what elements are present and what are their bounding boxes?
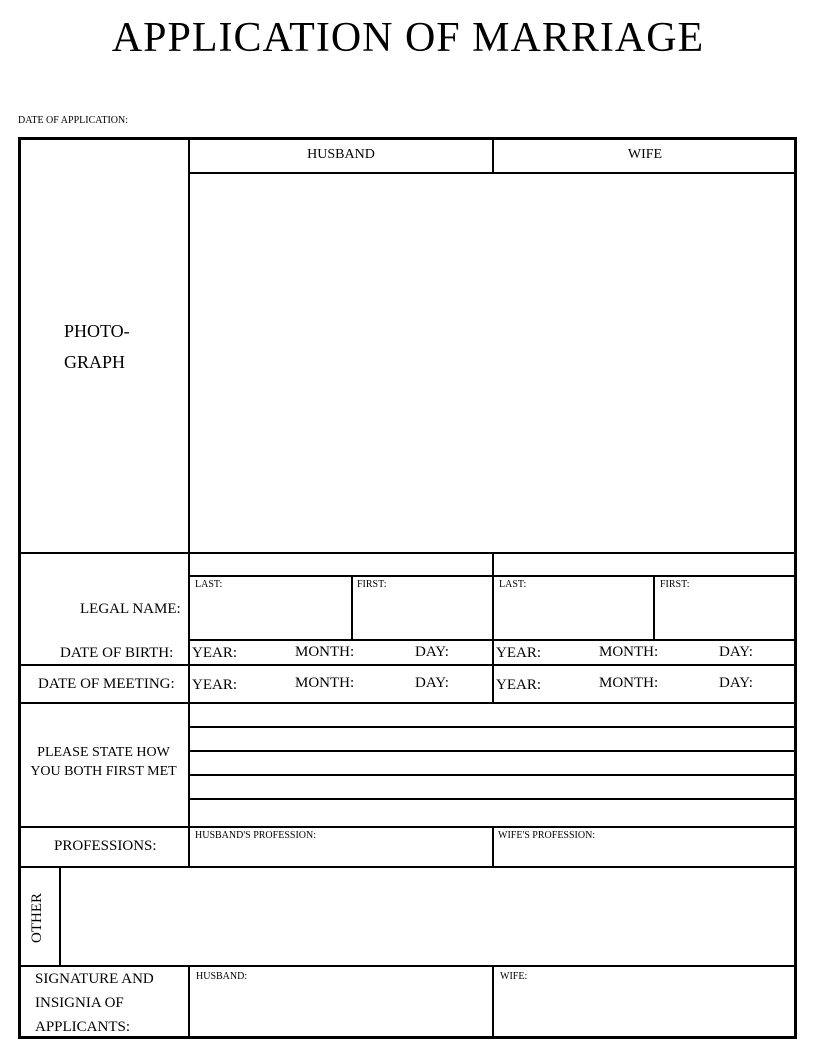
how-met-field[interactable] xyxy=(190,704,796,826)
husband-birth-day-label: DAY: xyxy=(415,644,449,660)
signature-label-line3: APPLICANTS: xyxy=(35,1019,131,1035)
how-met-label-line2: YOU BOTH FIRST MET xyxy=(30,764,177,779)
form-title: APPLICATION OF MARRIAGE xyxy=(111,15,705,61)
husband-column-header: HUSBAND xyxy=(307,147,375,162)
legal-name-label: LEGAL NAME: xyxy=(80,601,181,617)
husband-signature-field[interactable] xyxy=(190,967,491,1037)
husband-meeting-day-label: DAY: xyxy=(415,675,449,691)
husband-profession-field[interactable] xyxy=(190,828,491,866)
husband-signature-tag: HUSBAND: xyxy=(196,971,248,982)
husband-meeting-year-label: YEAR: xyxy=(192,677,237,693)
wife-meeting-day-label: DAY: xyxy=(719,675,753,691)
date-of-birth-label: DATE OF BIRTH: xyxy=(60,645,174,661)
other-field[interactable] xyxy=(61,868,795,965)
husband-last-name-field[interactable] xyxy=(190,576,350,639)
husband-first-name-tag: FIRST: xyxy=(357,579,387,590)
other-label: OTHER xyxy=(29,893,45,943)
husband-first-name-field[interactable] xyxy=(353,576,491,639)
wife-first-name-field[interactable] xyxy=(655,576,795,639)
wife-first-name-tag: FIRST: xyxy=(660,579,690,590)
how-met-label-line1: PLEASE STATE HOW xyxy=(37,745,170,760)
wife-birth-day-label: DAY: xyxy=(719,644,753,660)
photograph-area[interactable] xyxy=(190,174,796,552)
husband-profession-tag: HUSBAND'S PROFESSION: xyxy=(195,830,317,841)
signature-label-line2: INSIGNIA OF xyxy=(35,995,124,1011)
husband-last-name-tag: LAST: xyxy=(195,579,223,590)
wife-meeting-month-label: MONTH: xyxy=(599,675,659,691)
husband-meeting-month-label: MONTH: xyxy=(295,675,355,691)
professions-label: PROFESSIONS: xyxy=(54,838,157,854)
wife-meeting-year-label: YEAR: xyxy=(496,677,541,693)
wife-last-name-tag: LAST: xyxy=(499,579,527,590)
wife-signature-field[interactable] xyxy=(494,967,795,1037)
wife-birth-year-label: YEAR: xyxy=(496,645,541,661)
photograph-label-line1: PHOTO- xyxy=(64,321,130,341)
date-of-meeting-label: DATE OF MEETING: xyxy=(38,676,175,692)
wife-profession-tag: WIFE'S PROFESSION: xyxy=(498,830,596,841)
divider xyxy=(19,664,796,666)
husband-birth-year-label: YEAR: xyxy=(192,645,237,661)
wife-signature-tag: WIFE: xyxy=(500,971,528,982)
wife-profession-field[interactable] xyxy=(494,828,795,866)
divider xyxy=(19,552,796,554)
husband-birth-month-label: MONTH: xyxy=(295,644,355,660)
signature-label-line1: SIGNATURE AND xyxy=(35,971,154,987)
wife-column-header: WIFE xyxy=(627,147,663,162)
photograph-label-line2: GRAPH xyxy=(64,352,126,372)
wife-birth-month-label: MONTH: xyxy=(599,644,659,660)
wife-last-name-field[interactable] xyxy=(494,576,652,639)
divider xyxy=(492,665,494,703)
divider xyxy=(189,639,796,641)
date-of-application-label: DATE OF APPLICATION: xyxy=(18,115,129,126)
